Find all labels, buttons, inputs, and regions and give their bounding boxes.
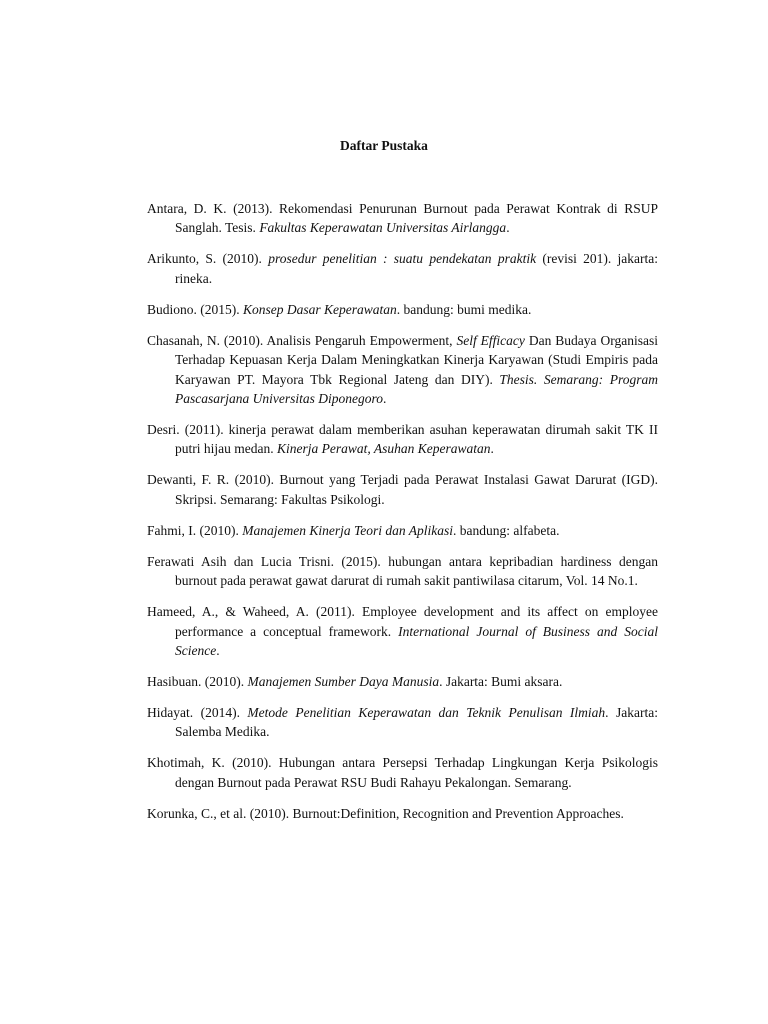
reference-entry xyxy=(147,420,658,459)
reference-text: Chasanah, N. (2010). Analisis Pengaruh Empowerment, xyxy=(147,332,457,348)
reference-text: . xyxy=(216,643,220,659)
reference-text: Khotimah, K. (2010). Hubungan antara Persepsi Terhadap Lingkungan Kerja Psikologis dengan Burnout pada Perawat RSU Budi Rahayu Pekalongan. Semarang. xyxy=(147,755,658,790)
reference-text: . xyxy=(490,441,494,457)
reference-entry xyxy=(147,602,658,660)
reference-text: Budiono. (2015). xyxy=(147,301,243,317)
reference-italic-text: prosedur penelitian : suatu pendekatan praktik xyxy=(268,251,537,267)
reference-text: Dan Budaya Organisasi Terhadap Kepuasan Kerja Dalam Meningkatkan Kinerja Karyawan (Studi Empiris pada Karyawan PT. Mayora Tbk Regional Jateng dan DIY). xyxy=(175,332,658,387)
reference-entry xyxy=(147,470,658,509)
reference-text: Antara, D. K. (2013). Rekomendasi Penurunan Burnout pada Perawat Kontrak di RSUP Sanglah. Tesis. xyxy=(147,201,658,236)
reference-text: Arikunto, S. (2010). xyxy=(147,251,269,267)
reference-entry xyxy=(147,521,658,540)
reference-italic-text: Konsep Dasar Keperawatan xyxy=(243,301,397,317)
reference-text: . bandung: alfabeta. xyxy=(453,522,560,538)
reference-text: . xyxy=(383,391,387,407)
reference-entry xyxy=(147,331,658,409)
reference-italic-text: Manajemen Kinerja Teori dan Aplikasi xyxy=(242,522,453,538)
reference-text: Korunka, C., et al. (2010). Burnout:Definition, Recognition and Prevention Approaches. xyxy=(147,805,624,821)
reference-text: . Jakarta: Salemba Medika. xyxy=(175,705,658,740)
reference-italic-text: Self Efficacy xyxy=(456,332,525,348)
reference-text: . xyxy=(506,220,510,236)
reference-text: Desri. (2011). kinerja perawat dalam memberikan asuhan keperawatan dirumah sakit TK II putri hijau medan. xyxy=(147,422,658,457)
reference-text: (revisi 201). jakarta: rineka. xyxy=(175,251,658,286)
reference-italic-text: Fakultas Keperawatan Universitas Airlangga xyxy=(259,220,507,236)
reference-italic-text: Thesis. Semarang: Program Pascasarjana Universitas Diponegoro xyxy=(175,371,658,407)
reference-italic-text: International Journal of Business and Social Science xyxy=(175,623,658,659)
reference-entry xyxy=(147,199,658,238)
reference-text: Dewanti, F. R. (2010). Burnout yang Terjadi pada Perawat Instalasi Gawat Darurat (IGD). Skripsi. Semarang: Fakultas Psikologi. xyxy=(147,472,658,507)
page-title: Daftar Pustaka xyxy=(340,138,428,153)
reference-text: Hameed, A., & Waheed, A. (2011). Employee development and its affect on employee performance a conceptual framework. xyxy=(147,604,658,639)
reference-list xyxy=(147,199,658,835)
reference-italic-text: Metode Penelitian Keperawatan dan Teknik Penulisan Ilmiah xyxy=(247,705,606,721)
reference-text: . Jakarta: Bumi aksara. xyxy=(439,674,563,690)
reference-italic-text: Manajemen Sumber Daya Manusia xyxy=(247,674,440,690)
reference-italic-text: Kinerja Perawat, Asuhan Keperawatan xyxy=(276,441,491,457)
reference-entry xyxy=(147,249,658,288)
reference-entry xyxy=(147,703,658,742)
reference-text: . bandung: bumi medika. xyxy=(396,301,532,317)
reference-text: Hasibuan. (2010). xyxy=(147,674,248,690)
reference-text: Fahmi, I. (2010). xyxy=(147,522,243,538)
reference-entry xyxy=(147,300,658,319)
reference-entry xyxy=(147,552,658,591)
reference-text: Hidayat. (2014). xyxy=(147,705,248,721)
reference-entry xyxy=(147,753,658,792)
reference-entry xyxy=(147,804,658,823)
reference-entry xyxy=(147,672,658,691)
reference-text: Ferawati Asih dan Lucia Trisni. (2015). hubungan antara kepribadian hardiness dengan burnout pada perawat gawat darurat di rumah sakit pantiwilasa citarum, Vol. 14 No.1. xyxy=(147,553,658,589)
